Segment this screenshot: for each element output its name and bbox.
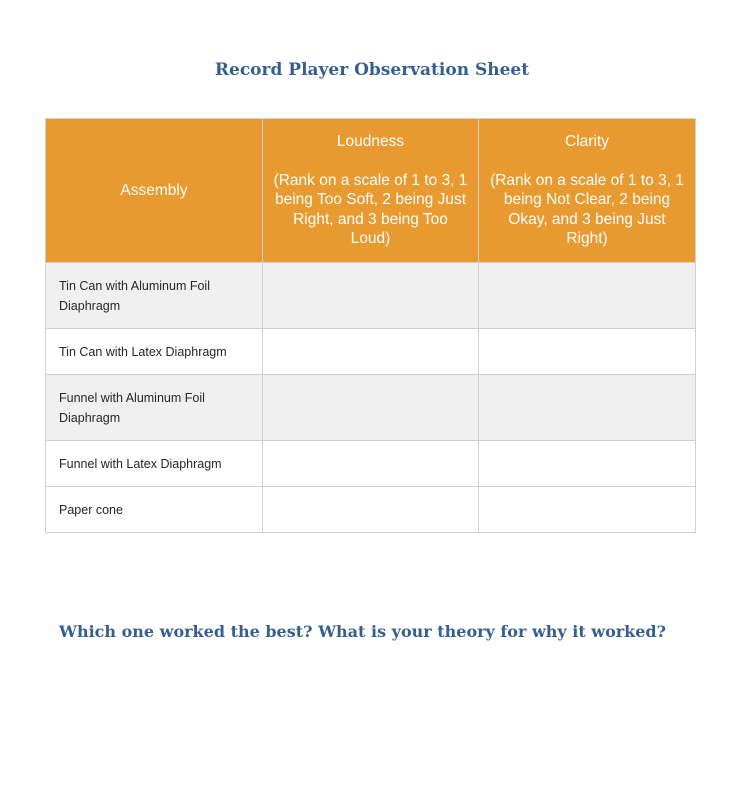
- clarity-cell[interactable]: [479, 263, 696, 329]
- header-assembly: Assembly: [46, 119, 263, 263]
- loudness-cell[interactable]: [263, 263, 479, 329]
- observation-table: [45, 118, 696, 533]
- clarity-cell[interactable]: [479, 441, 696, 487]
- assembly-cell: Funnel with Aluminum Foil Diaphragm: [46, 375, 263, 441]
- clarity-cell[interactable]: [479, 375, 696, 441]
- header-row: [46, 119, 696, 263]
- assembly-cell: Paper cone: [46, 487, 263, 533]
- loudness-title: Loudness: [336, 133, 405, 151]
- clarity-cell[interactable]: [479, 487, 696, 533]
- table-row: [46, 375, 696, 441]
- clarity-cell[interactable]: [479, 329, 696, 375]
- table-row: [46, 263, 696, 329]
- assembly-cell: Tin Can with Latex Diaphragm: [46, 329, 263, 375]
- header-loudness: [263, 119, 479, 263]
- loudness-cell[interactable]: [263, 487, 479, 533]
- table-row: [46, 487, 696, 533]
- table-row: [46, 441, 696, 487]
- assembly-cell: Funnel with Latex Diaphragm: [46, 441, 263, 487]
- loudness-cell[interactable]: [263, 375, 479, 441]
- table-row: [46, 329, 696, 375]
- clarity-title: Clarity: [565, 133, 609, 151]
- loudness-cell[interactable]: [263, 441, 479, 487]
- loudness-note: (Rank on a scale of 1 to 3, 1 being Too Soft, 2 being Just Right, and 3 being Too Loud): [273, 171, 468, 248]
- reflection-question: Which one worked the best? What is your theory for why it worked?: [59, 622, 666, 641]
- assembly-cell: Tin Can with Aluminum Foil Diaphragm: [46, 263, 263, 329]
- header-clarity: [479, 119, 696, 263]
- loudness-cell[interactable]: [263, 329, 479, 375]
- clarity-note: (Rank on a scale of 1 to 3, 1 being Not Clear, 2 being Okay, and 3 being Just Right): [490, 171, 684, 248]
- page-title: Record Player Observation Sheet: [214, 60, 530, 80]
